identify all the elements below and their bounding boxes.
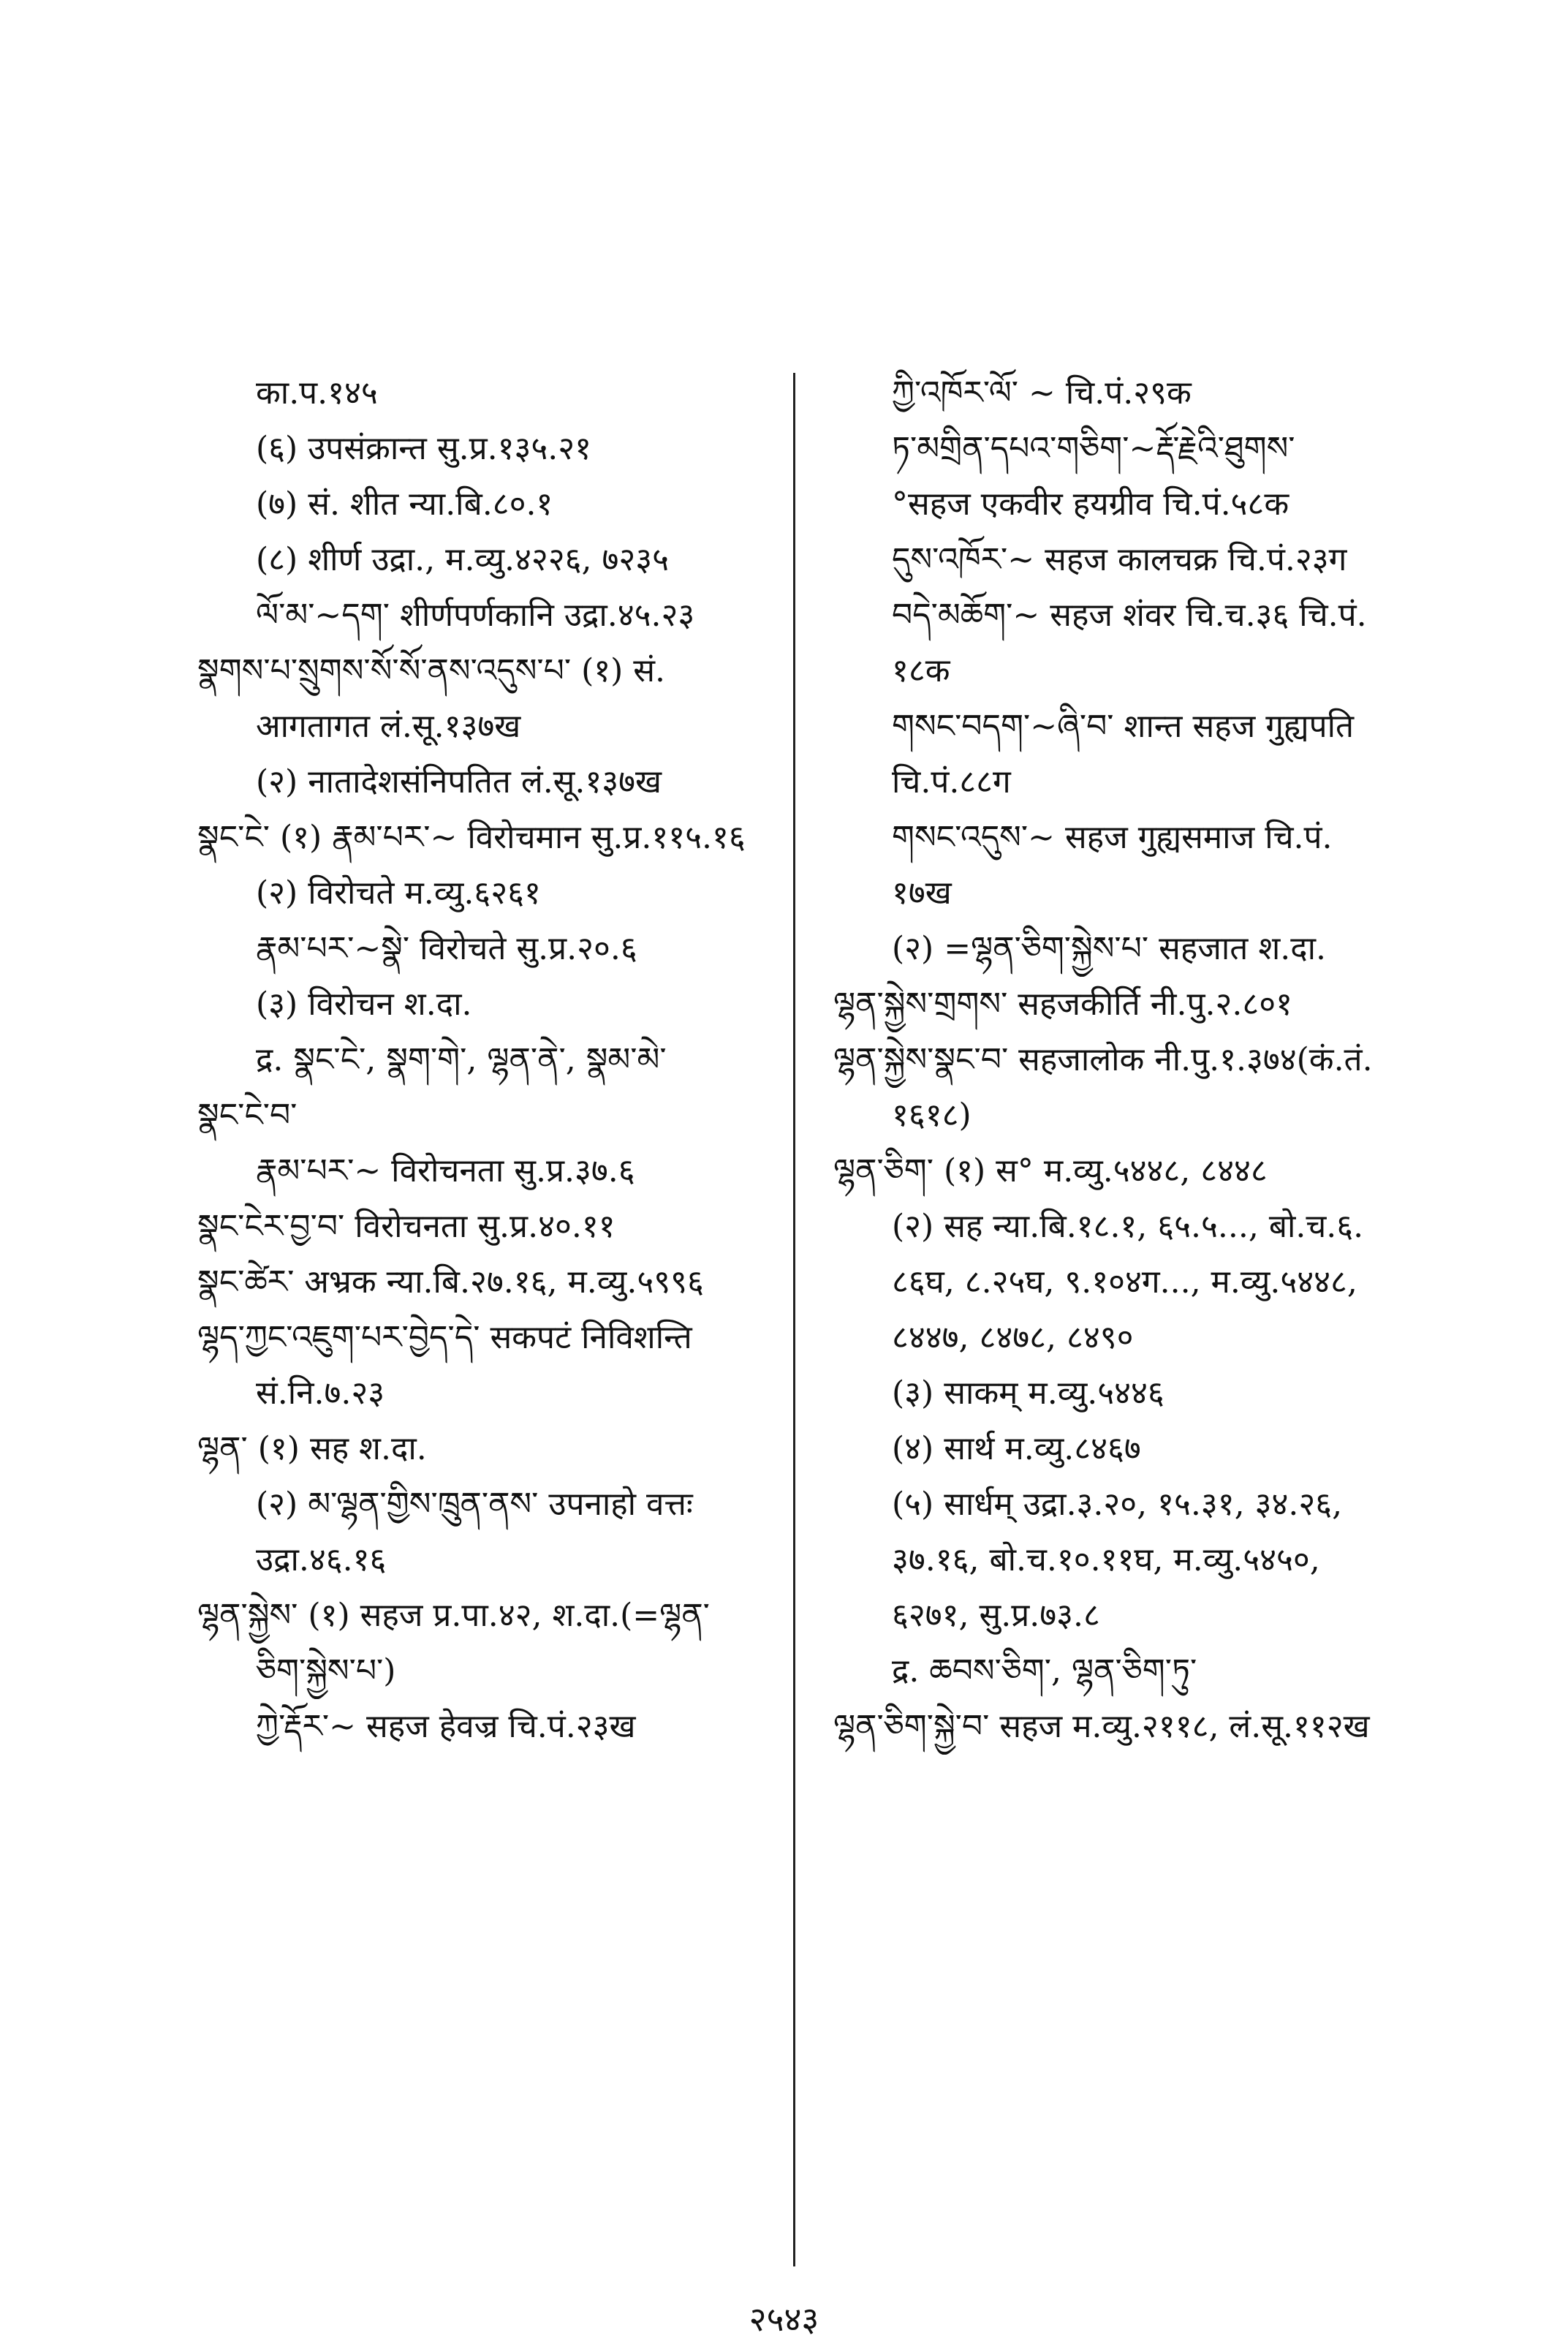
right-entry-line: (५) सार्धम् उद्रा.३.२०, १५.३१, ३४.२६, [892, 1486, 1343, 1523]
right-entry-line: ६२७१, सु.प्र.७३.८ [892, 1597, 1100, 1634]
left-entry-line: སྣགས་པ་སྲུགས་སོ་སོ་ནས་འདུས་པ་ (१) सं. [197, 652, 666, 689]
right-entry-line: ཀྱི་འཁོར་ལོ་ ~ चि.पं.२९क [892, 374, 1192, 412]
left-entry-line: སྣང་ངེ་བ་ [197, 1097, 298, 1134]
right-entry-line: ८४४७, ८४७८, ८४९० [892, 1319, 1134, 1356]
left-entry-line: (३) विरोचन श.दा. [256, 986, 472, 1023]
left-entry-line: ལྷན་ (१) सह श.दा. [197, 1430, 427, 1467]
right-entry-line: ཏ་མགྲིན་དཔའ་གཅིག་~རྡོ་རྗེའི་ཐུགས་ [892, 430, 1295, 467]
left-entry-line: द्र. སྣང་ངེ་, སྣག་གེ་, ལྷན་ནེ་, སྣམ་མེ་ [256, 1041, 667, 1078]
right-entry-line: द्र. ཆབས་ཅིག་, ལྷན་ཅིག་ཏུ་ [892, 1652, 1197, 1690]
right-entry-line: གསང་འདུས་~ सहज गुह्यसमाज चि.पं. [892, 819, 1333, 856]
right-entry-line: ལྷན་ཅིག་ (१) स° म.व्यु.५४४८, ८४४८ [833, 1152, 1268, 1190]
left-entry-line: (६) उपसंक्रान्त सु.प्र.१३५.२१ [256, 430, 591, 467]
right-entry-line: (२) =ལྷན་ཅིག་སྐྱེས་པ་ सहजात श.दा. [892, 930, 1326, 967]
left-entry-line: སྣང་ཚེར་ अभ्रक न्या.बि.२७.१६, म.व्यु.५९९६ [197, 1263, 704, 1301]
left-entry-line: རྣམ་པར་~སྣེ་ विरोचते सु.प्र.२०.६ [256, 930, 637, 967]
right-entry-line: གསང་བདག་~ཞི་བ་ शान्त सहज गुह्यपति [892, 708, 1355, 745]
left-entry-line: རྣམ་པར་~ विरोचनता सु.प्र.३७.६ [256, 1152, 635, 1190]
left-entry-line: ཅིག་སྐྱེས་པ་) [256, 1652, 396, 1690]
right-entry-line: (४) सार्थ म.व्यु.८४६७ [892, 1430, 1141, 1467]
left-entry-line: (२) नातादेशसंनिपतित लं.सू.१३७ख [256, 763, 662, 801]
right-column [833, 366, 1396, 1755]
right-entry-line: ३७.१६, बो.च.१०.११घ, म.व्यु.५४५०, [892, 1541, 1320, 1578]
left-entry-line: ཀྱེ་རྡོར་~ सहज हेवज्र चि.पं.२३ख [256, 1708, 636, 1745]
left-entry-line: ལོ་མ་~དག་ शीर्णपर्णकानि उद्रा.४५.२३ [256, 597, 695, 634]
right-entry-line: ལྷན་ཅིག་སྐྱེ་བ་ सहज म.व्यु.२११८, लं.सू.११२ख [833, 1708, 1370, 1745]
left-entry-line: (७) सं. शीत न्या.बि.८०.१ [256, 485, 553, 523]
left-entry-line: का.प.१४५ [256, 374, 378, 412]
left-entry-line: ལྷད་ཀྱང་འཇུག་པར་བྱེད་དེ་ सकपटं निविशन्ति [197, 1319, 692, 1356]
column-divider [793, 373, 795, 2266]
left-entry-line: ལྷན་སྐྱེས་ (१) सहज प्र.पा.४२, श.दा.(=ལྷན་ [197, 1597, 710, 1634]
right-entry-line: དུས་འཁོར་~ सहज कालचक्र चि.पं.२३ग [892, 541, 1347, 578]
left-entry-line: उद्रा.४६.१६ [256, 1541, 387, 1578]
right-entry-line: १६१८) [892, 1097, 972, 1134]
right-entry-line: (३) साकम् म.व्यु.५४४६ [892, 1374, 1164, 1412]
right-entry-line: བདེ་མཆོག་~ सहज शंवर चि.च.३६ चि.पं. [892, 597, 1367, 634]
left-entry-line: (२) विरोचते म.व्यु.६२६१ [256, 874, 541, 912]
left-entry-line: सं.नि.७.२३ [256, 1374, 385, 1412]
page-number: २५४३ [749, 2299, 819, 2339]
right-entry-line: ལྷན་སྐྱེས་སྣང་བ་ सहजालोक नी.पु.१.३७४(कं.तं. [833, 1041, 1373, 1078]
right-entry-line: ८६घ, ८.२५घ, ९.१०४ग..., म.व्यु.५४४८, [892, 1263, 1357, 1301]
left-entry-line: སྣང་ངེར་བྱ་བ་ विरोचनता सु.प्र.४०.११ [197, 1208, 616, 1245]
left-entry-line: སྣང་ངེ་ (१) རྣམ་པར་~ विरोचमान सु.प्र.११५.१६ [197, 819, 746, 856]
right-entry-line: (२) सह न्या.बि.१८.१, ६५.५..., बो.च.६. [892, 1208, 1364, 1245]
right-entry-line: चि.पं.८८ग [892, 763, 1011, 801]
left-column [197, 366, 782, 1755]
left-entry-line: आगतागत लं.सू.१३७ख [256, 708, 521, 745]
right-entry-line: १८क [892, 652, 950, 689]
right-entry-line: ལྷན་སྐྱེས་གྲགས་ सहजकीर्ति नी.पु.२.८०१ [833, 986, 1292, 1023]
left-entry-line: (८) शीर्ण उद्रा., म.व्यु.४२२६, ७२३५ [256, 541, 670, 578]
left-entry-line: (२) མ་ལྷན་གྱིས་ཁྲུན་ནས་ उपनाहो वत्तः [256, 1486, 693, 1523]
right-entry-line: °सहज एकवीर हयग्रीव चि.पं.५८क [892, 485, 1289, 523]
right-entry-line: १७ख [892, 874, 952, 912]
